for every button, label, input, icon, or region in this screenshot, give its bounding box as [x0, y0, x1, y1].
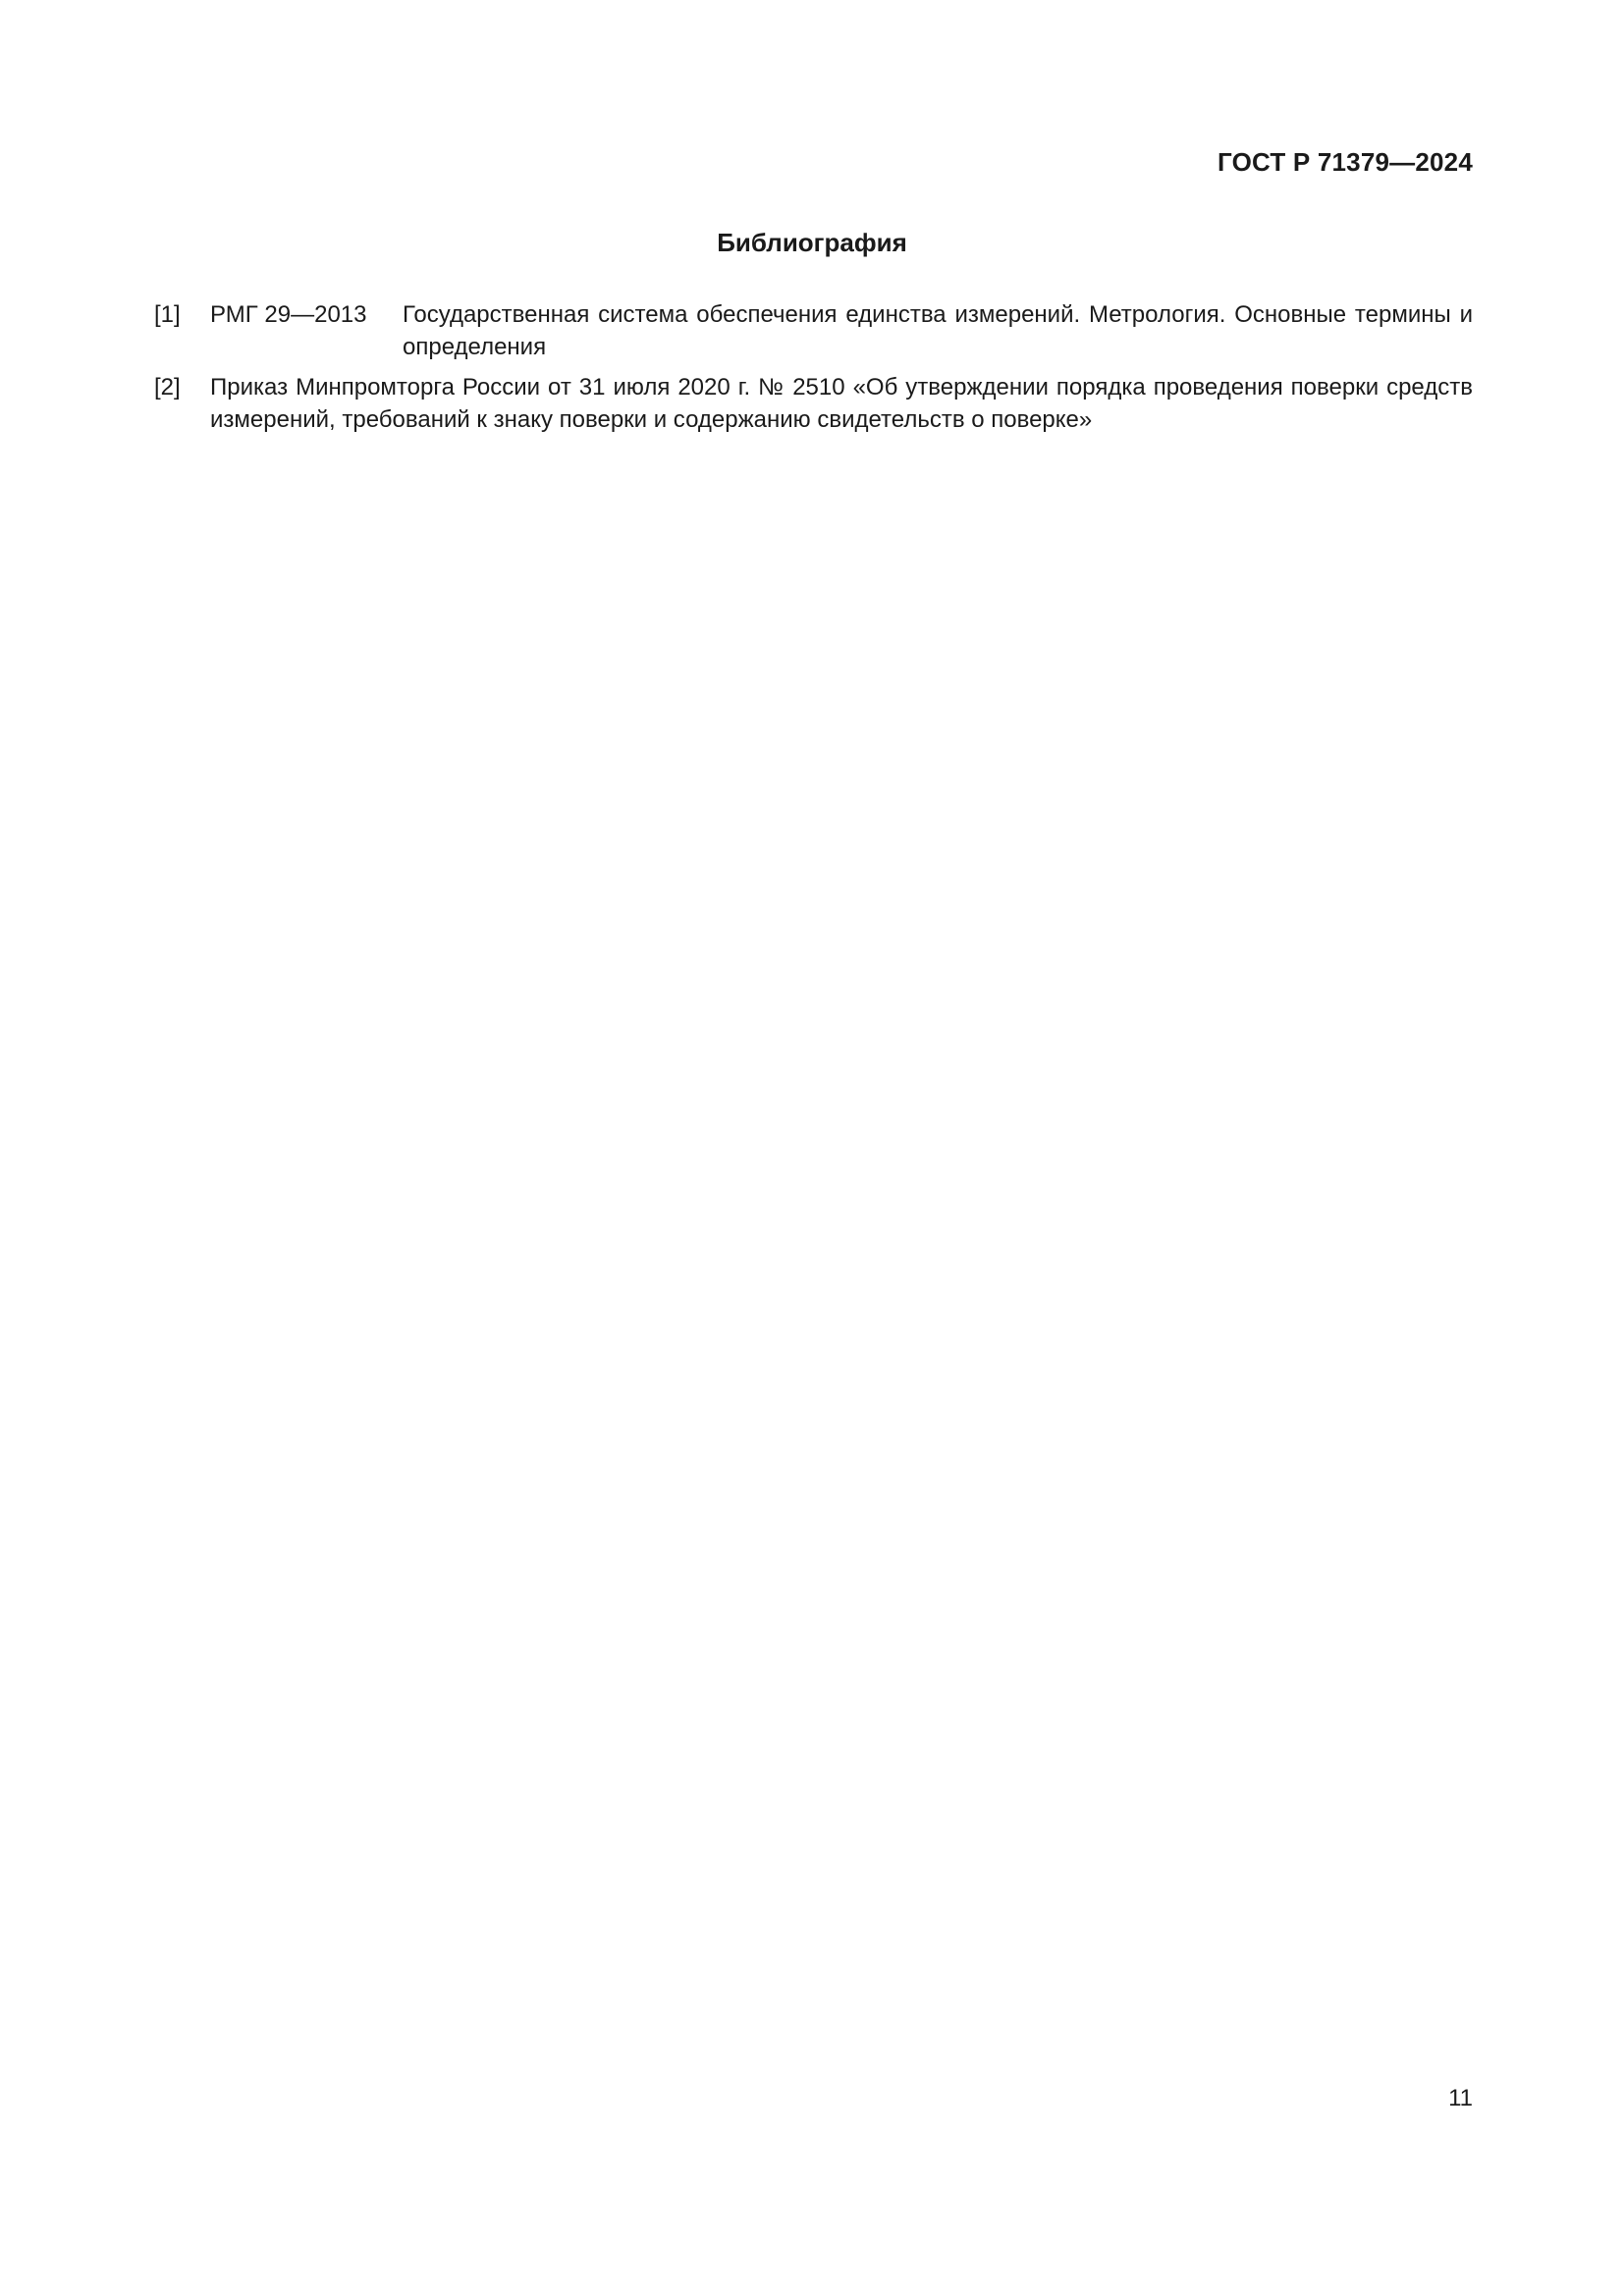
document-code: ГОСТ Р 71379—2024	[1218, 147, 1473, 177]
bibliography-title: Библиография	[717, 228, 907, 257]
entry-text: Приказ Минпромторга России от 31 июля 2020 г. № 2510 «Об утверждении порядка проведения поверки средств измерений, требований к знаку поверки и содержанию свидетельств о поверке»	[210, 374, 1473, 433]
bibliography-list	[154, 298, 1473, 444]
entry-reference: РМГ 29—2013	[210, 301, 367, 328]
entry-number: [1]	[154, 301, 181, 328]
entry-text: Государственная система обеспечения единства измерений. Метрология. Основные термины и определения	[403, 301, 1473, 360]
bibliography-entry	[154, 298, 1473, 363]
entry-number: [2]	[154, 374, 181, 400]
bibliography-entry	[154, 371, 1473, 436]
page-number: 11	[1448, 2085, 1473, 2111]
